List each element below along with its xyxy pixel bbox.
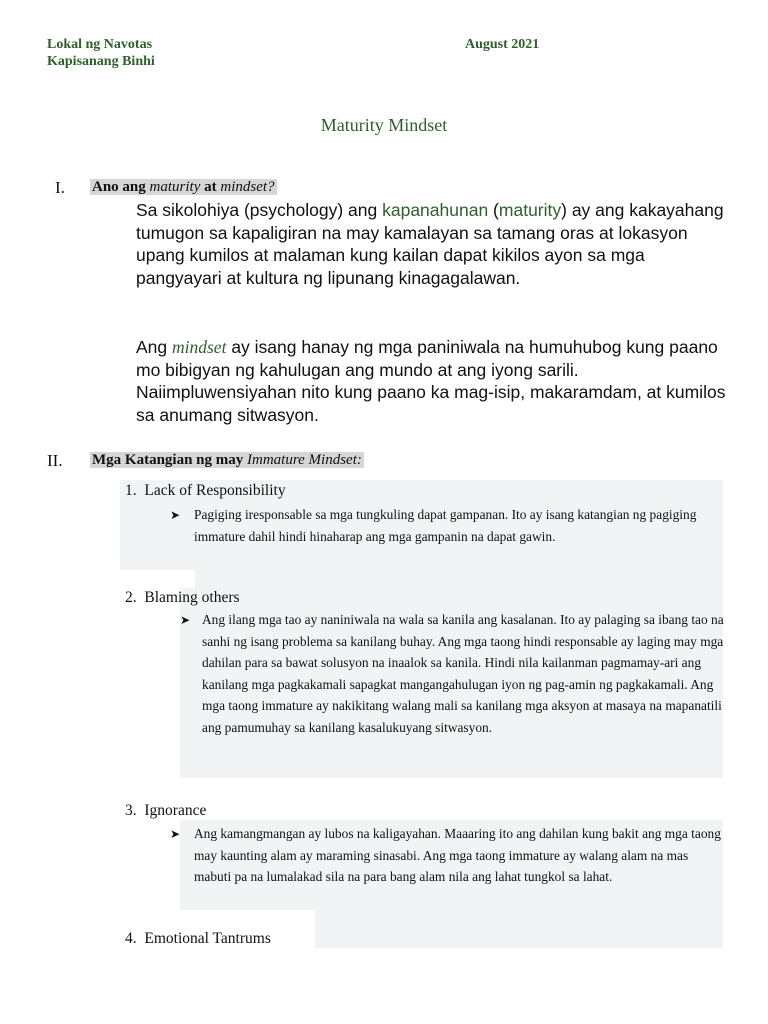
list-item-2-bullet — [180, 609, 725, 738]
list-number: 2. — [125, 589, 137, 606]
section-1-numeral: I. — [55, 178, 65, 197]
organization-line-2: Kapisanang Binhi — [47, 54, 155, 69]
document-title: Maturity Mindset — [320, 115, 448, 135]
section-1-paragraph-1 — [136, 199, 726, 289]
arrow-bullet-icon: ➤ — [170, 508, 181, 522]
list-number: 4. — [125, 930, 137, 947]
list-number: 3. — [125, 802, 137, 819]
heading-em-immature: Immature Mindset: — [247, 452, 362, 468]
para2-text-rest: ay isang hanay ng mga paniniwala na humuhubog kung paano mo bibigyan ng kahulugan ang mundo at ang iyong sarili. Naiimpluwensiyahan nito kung paano ka mag-isip, makaramdam, at kumilos sa anumang sitwasyon. — [136, 337, 726, 425]
bullet-text: Ang ilang mga tao ay naniniwala na wala sa kanila ang kasalanan. Ito ay palaging sa ibang tao na sanhi ng isang problema sa kanilang buhay. Ang mga taong hindi responsable ay laging may mga dahilan para sa bawat solusyon na inaalok sa kanila. Hindi nila kailanman pagmamay-ari ang kanilang mga pagkakamali sapagkat mangangahulugan iyon ng pag-amin ng pagkakamali. Ang mga taong immature ay nakikitang walang mali sa kanilang mga aksyon at masaya na mapanatili ang pamumuhay sa kanilang kasalukuyang sitwasyon. — [202, 612, 724, 735]
document-date: August 2021 — [465, 37, 540, 52]
arrow-bullet-icon: ➤ — [180, 613, 191, 627]
document-header-left — [47, 36, 155, 70]
heading-text: Mga Katangian ng may — [92, 452, 248, 468]
section-1-heading — [90, 178, 277, 196]
para1-term-kapanahunan: kapanahunan — [382, 200, 489, 220]
section-2-numeral: II. — [47, 451, 63, 470]
heading-em-mindset: mindset? — [220, 179, 275, 195]
para2-term-mindset: mindset — [172, 337, 227, 357]
list-item-2-title — [125, 589, 240, 607]
para1-text: Sa sikolohiya (psychology) ang — [136, 200, 383, 220]
section-1-heading-highlight — [90, 179, 277, 195]
heading-em-maturity: maturity — [149, 179, 201, 195]
para1-text-rest: ) ay ang kakayahang tumugon sa kapaligiran na may kamalayan sa tamang oras at lokasyon upang kumilos at malaman kung kailan dapat kikilos ayon sa mga pangyayari at kultura ng lipunang kinagagalawan. — [136, 200, 724, 288]
para2-text: Ang — [136, 337, 172, 357]
section-1-paragraph-2 — [136, 336, 726, 426]
heading-text: Ano ang — [92, 179, 150, 195]
list-item-1-bullet — [170, 504, 725, 547]
list-number: 1. — [125, 482, 137, 499]
list-item-4-title — [125, 930, 271, 948]
list-title: Lack of Responsibility — [144, 482, 286, 499]
section-2-heading-highlight — [90, 452, 364, 468]
shaded-block-4 — [315, 910, 723, 948]
bullet-text: Ang kamangmangan ay lubos na kaligayahan. Maaaring ito ang dahilan kung bakit ang mga taong may kaunting alam ay maraming sinasabi. Ang mga taong immature ay walang alam na mas mabuti pa na lumalakad sila na para bang alam nila ang lahat tungkol sa lahat. — [194, 826, 721, 884]
list-title: Ignorance — [144, 802, 207, 819]
para1-paren: ( — [488, 200, 499, 220]
section-2-heading — [90, 451, 364, 469]
list-title: Blaming others — [144, 589, 240, 606]
list-title: Emotional Tantrums — [144, 930, 271, 947]
list-item-3-title — [125, 802, 206, 820]
list-item-1-title — [125, 482, 286, 500]
bullet-text: Pagiging iresponsable sa mga tungkuling dapat gampanan. Ito ay isang katangian ng pagiging immature dahil hindi hinaharap ang mga gampanin na dapat gawin. — [194, 507, 697, 544]
heading-text-mid: at — [200, 179, 221, 195]
list-item-3-bullet — [170, 823, 725, 888]
organization-line-1: Lokal ng Navotas — [47, 37, 153, 52]
shaded-strip — [195, 570, 723, 588]
arrow-bullet-icon: ➤ — [170, 827, 181, 841]
para1-term-maturity: maturity — [498, 200, 562, 220]
